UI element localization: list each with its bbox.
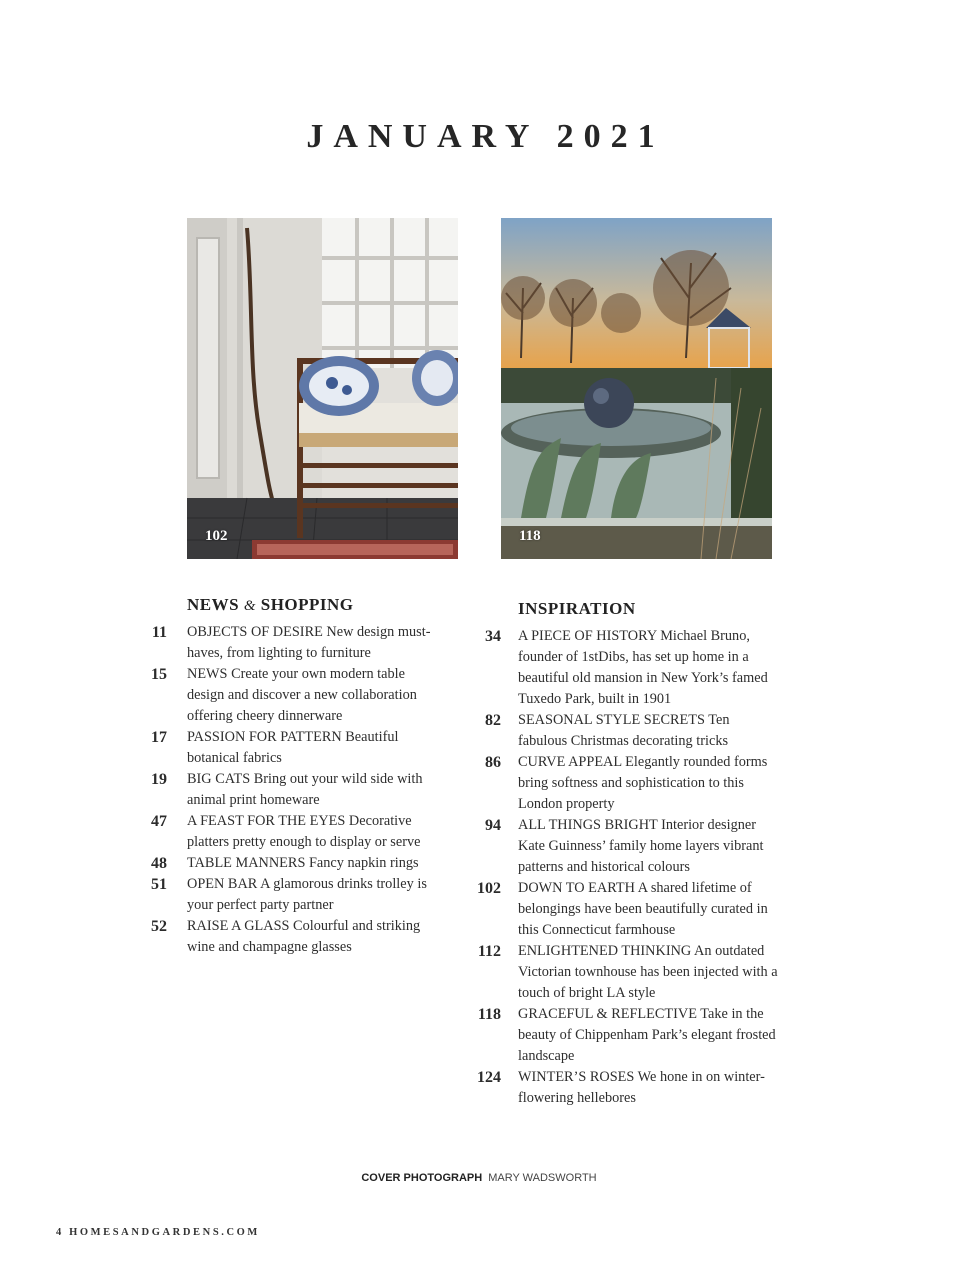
contents-entry[interactable]: [140, 916, 460, 958]
contents-entry[interactable]: [460, 1067, 790, 1109]
page-number: 11: [151, 624, 167, 641]
contents-entry[interactable]: [140, 622, 460, 664]
page-number: 15: [151, 666, 167, 683]
entry-description: GRACEFUL & REFLECTIVE Take in the beauty of Chippenham Park’s elegant frosted landscape: [518, 1006, 776, 1064]
entry-description: BIG CATS Bring out your wild side with animal print homeware: [187, 771, 423, 808]
contents-entry[interactable]: [460, 1004, 790, 1067]
entry-description: WINTER’S ROSES We hone in on winter-flowering hellebores: [518, 1069, 765, 1106]
contents-entry[interactable]: [460, 878, 790, 941]
entry-description: TABLE MANNERS Fancy napkin rings: [187, 855, 419, 871]
page-number: 34: [485, 628, 501, 645]
section-heading-word: NEWS: [187, 595, 240, 614]
entry-description: OPEN BAR A glamorous drinks trolley is your perfect party partner: [187, 876, 427, 913]
entry-description: PASSION FOR PATTERN Beautiful botanical fabrics: [187, 729, 399, 766]
entry-description: ENLIGHTENED THINKING An outdated Victorian townhouse has been injected with a touch of bright LA style: [518, 943, 778, 1001]
page-number: 94: [485, 817, 501, 834]
page-number: 17: [151, 729, 167, 746]
page-number: 124: [477, 1069, 501, 1086]
page-number: 48: [151, 855, 167, 872]
credit-label: COVER PHOTOGRAPH: [361, 1172, 483, 1184]
contents-entry[interactable]: [140, 727, 460, 769]
frosted-garden-photo[interactable]: [501, 218, 772, 559]
page-number: 19: [151, 771, 167, 788]
contents-entry[interactable]: [460, 626, 790, 710]
page-number: 86: [485, 754, 501, 771]
contents-entry[interactable]: [140, 664, 460, 727]
interior-bench-photo[interactable]: [187, 218, 458, 559]
entry-description: RAISE A GLASS Colourful and striking wine and champagne glasses: [187, 918, 421, 955]
entry-description: A PIECE OF HISTORY Michael Bruno, founder of 1stDibs, has set up home in a beautiful old mansion in New York’s famed Tuxedo Park, built in 1901: [518, 628, 768, 707]
page-number: 52: [151, 918, 167, 935]
credit-name: MARY WADSWORTH: [488, 1172, 597, 1184]
contents-entry[interactable]: [140, 811, 460, 853]
news-shopping-section: [140, 594, 460, 958]
page-folio: 4 HOMESANDGARDENS.COM: [56, 1227, 260, 1238]
contents-entry[interactable]: [140, 874, 460, 916]
entry-description: A FEAST FOR THE EYES Decorative platters pretty enough to display or serve: [187, 813, 421, 850]
contents-entry[interactable]: [460, 710, 790, 752]
entry-description: SEASONAL STYLE SECRETS Ten fabulous Christmas decorating tricks: [518, 712, 730, 749]
inspiration-section: [460, 598, 790, 1109]
issue-title: JANUARY 2021: [306, 118, 665, 155]
cover-photo-credit: [0, 1172, 958, 1184]
interior-bench-image: [187, 218, 458, 559]
entry-description: CURVE APPEAL Elegantly rounded forms bring softness and sophistication to this London property: [518, 754, 768, 812]
section-heading-ampersand: &: [243, 598, 256, 614]
photo-page-number: 118: [519, 528, 541, 544]
page-number: 51: [151, 876, 167, 893]
photo-page-number: 102: [205, 528, 228, 544]
page-number: 112: [477, 943, 501, 960]
page-number: 47: [151, 813, 167, 830]
page-number: 102: [477, 880, 501, 897]
section-heading: [187, 594, 460, 616]
page-number: 82: [485, 712, 501, 729]
frosted-garden-image: [501, 218, 772, 559]
section-heading-word: SHOPPING: [260, 595, 354, 614]
contents-entry[interactable]: [140, 769, 460, 811]
entry-description: ALL THINGS BRIGHT Interior designer Kate Guinness’ family home layers vibrant patterns and historical colours: [518, 817, 764, 875]
contents-entry[interactable]: [140, 853, 460, 874]
contents-entry[interactable]: [460, 941, 790, 1004]
contents-entry[interactable]: [460, 752, 790, 815]
page-number: 118: [477, 1006, 501, 1023]
entry-description: OBJECTS OF DESIRE New design must-haves, from lighting to furniture: [187, 624, 431, 661]
contents-entry[interactable]: [460, 815, 790, 878]
entry-description: DOWN TO EARTH A shared lifetime of belongings have been beautifully curated in this Connecticut farmhouse: [518, 880, 768, 938]
section-heading: INSPIRATION: [518, 599, 636, 618]
entry-description: NEWS Create your own modern table design and discover a new collaboration offering cheery dinnerware: [187, 666, 417, 724]
